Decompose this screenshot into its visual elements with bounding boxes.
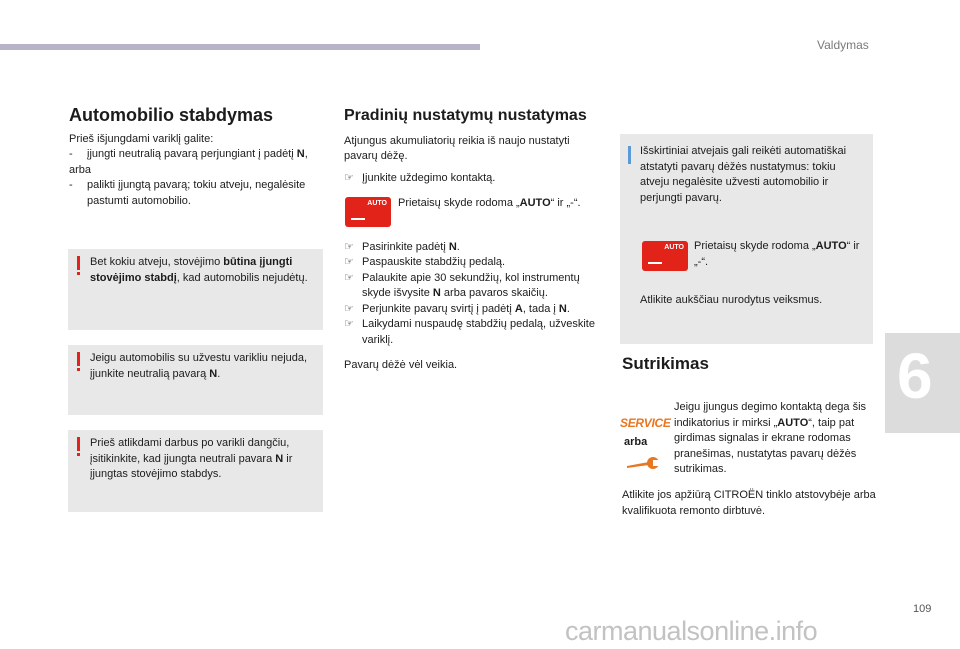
warning-icon — [77, 256, 80, 270]
top-accent-bar — [0, 44, 480, 50]
reset-step-4: ☞ Palaukite apie 30 sekundžių, kol instrumentų skyde išvysite N arba pavaros skaičių. — [344, 271, 580, 299]
reset-step-6: ☞ Laikydami nuspaudę stabdžių pedalą, užveskite variklį. — [344, 318, 595, 346]
info-display-note: Prietaisų skyde rodoma „AUTO“ ir „-“. — [694, 240, 860, 268]
reset-display-note: Prietaisų skyde rodoma „AUTO“ ir „-“. — [398, 197, 581, 209]
fault-or: arba — [624, 436, 648, 448]
info-icon — [628, 146, 631, 164]
auto-warning-icon: AUTO — [642, 241, 688, 271]
reset-title: Pradinių nustatymų nustatymas — [344, 107, 587, 124]
reset-step-3: ☞ Paspauskite stabdžių pedalą. — [344, 256, 506, 268]
reset-outro: Pavarų dėžė vėl veikia. — [344, 359, 458, 371]
fault-contact: Atlikite jos apžiūrą CITROËN tinklo atstovybėje arba kvalifikuota remonto dirbtuvė. — [622, 489, 876, 517]
braking-or: arba — [69, 163, 92, 176]
braking-option-1: - įjungti neutralią pavarą perjungiant į padėtį N, — [69, 148, 308, 160]
page-number: 109 — [913, 603, 932, 615]
info-repeat: Atlikite aukščiau nurodytus veiksmus. — [640, 294, 823, 306]
middle-column — [344, 108, 604, 374]
watermark: carmanualsonline.info — [565, 616, 818, 646]
reset-step-5: ☞ Perjunkite pavarų svirtį į padėtį A, tada į N. — [344, 302, 570, 315]
warning-box-engine-work: Prieš atlikdami darbus po varikli dangčiu, įsitikinkite, kad įjungta neutrali pavara N ir įjungtas stovėjimo stabdys. — [68, 430, 323, 512]
fault-description: Jeigu įjungus degimo kontaktą dega šis indikatorius ir mirksi „AUTO“, taip pat girdimas signalas ir ekrane rodomas pranešimas, nustatytas pavarų dėžės sutrikimas. — [674, 401, 867, 475]
warning-icon — [77, 437, 80, 451]
service-indicator-icon: SERVICE — [620, 416, 671, 430]
reset-step-1: ☞ Įjunkite uždegimo kontaktą. — [344, 171, 496, 184]
info-text: Išskirtiniai atvejais gali reikėti automatiškai atstatyti pavarų dėžės nustatymus: tokiu atveju negalėsite užvesti automobilio ir perjungti pavarų. — [640, 145, 847, 204]
warning-box-neutral: Jeigu automobilis su užvestu varikliu nejuda, įjunkite neutralią pavarą N. — [68, 345, 323, 415]
info-box-automatic-reset — [620, 134, 873, 344]
fault-title: Sutrikimas — [622, 354, 709, 373]
wrench-icon — [625, 455, 661, 476]
auto-warning-icon: AUTO — [345, 197, 391, 227]
left-column — [69, 105, 323, 209]
section-label: Valdymas — [817, 38, 869, 52]
warning-box-parking-brake: Bet kokiu atveju, stovėjimo būtina įjungti stovėjimo stabdį, kad automobilis nejudėtų. — [68, 249, 323, 330]
chapter-tab: 6 — [885, 333, 960, 433]
braking-option-2: - palikti įjungtą pavarą; tokiu atveju, negalėsite pastumti automobilio. — [69, 179, 306, 207]
reset-intro: Atjungus akumuliatorių reikia iš naujo nustatyti pavarų dėžę. — [344, 134, 570, 162]
braking-intro: Prieš išjungdami variklį galite: — [69, 132, 214, 145]
reset-step-2: ☞ Pasirinkite padėtį N. — [344, 240, 460, 253]
braking-title: Automobilio stabdymas — [69, 105, 274, 125]
warning-icon — [77, 352, 80, 366]
